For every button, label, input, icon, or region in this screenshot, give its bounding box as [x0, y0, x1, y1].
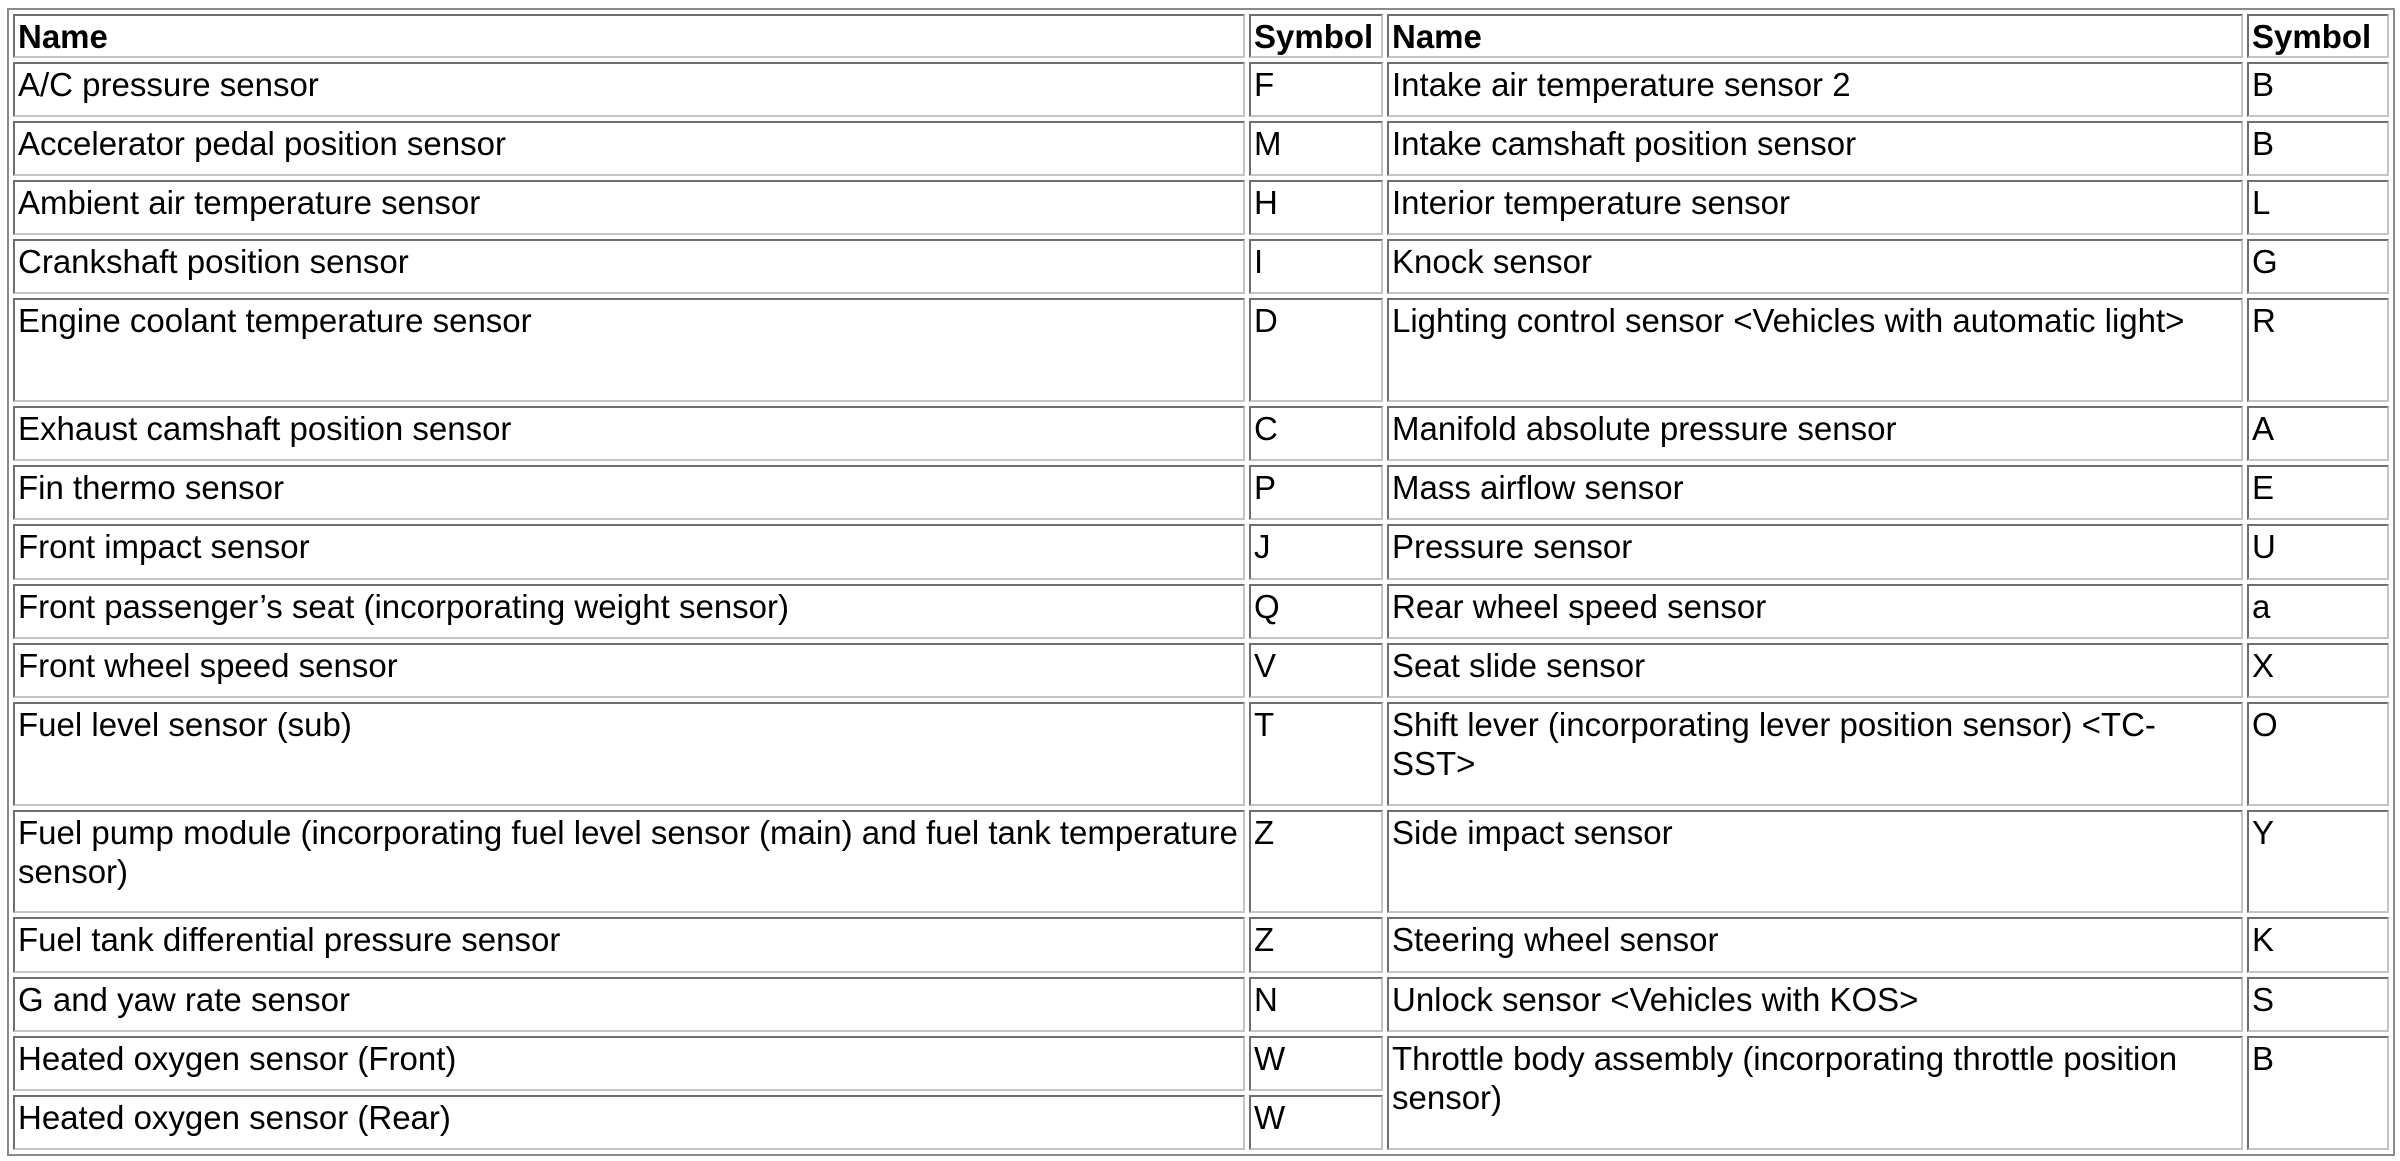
- left-sensor-name: Heated oxygen sensor (Rear): [13, 1095, 1245, 1150]
- left-sensor-name: Exhaust camshaft position sensor: [13, 406, 1245, 461]
- right-sensor-name: Lighting control sensor <Vehicles with automatic light>: [1387, 298, 2243, 402]
- left-sensor-symbol: W: [1249, 1095, 1383, 1150]
- table-row: [13, 121, 2389, 176]
- right-sensor-symbol: B: [2247, 62, 2389, 117]
- header-row: [13, 14, 2389, 58]
- table-row: [13, 406, 2389, 461]
- table-row: [13, 643, 2389, 698]
- left-sensor-symbol: D: [1249, 298, 1383, 402]
- left-sensor-name: G and yaw rate sensor: [13, 977, 1245, 1032]
- header-name-right: Name: [1387, 14, 2243, 58]
- left-sensor-symbol: W: [1249, 1036, 1383, 1091]
- left-sensor-symbol: C: [1249, 406, 1383, 461]
- left-sensor-name: Fuel pump module (incorporating fuel level sensor (main) and fuel tank temperature sensor): [13, 810, 1245, 914]
- left-sensor-symbol: H: [1249, 180, 1383, 235]
- right-sensor-name: Rear wheel speed sensor: [1387, 584, 2243, 639]
- left-sensor-name: Fin thermo sensor: [13, 465, 1245, 520]
- right-sensor-symbol: G: [2247, 239, 2389, 294]
- right-sensor-name: Intake camshaft position sensor: [1387, 121, 2243, 176]
- table-row: [13, 1036, 2389, 1091]
- table-row: [13, 465, 2389, 520]
- table-row: [13, 702, 2389, 806]
- right-sensor-symbol: X: [2247, 643, 2389, 698]
- left-sensor-symbol: I: [1249, 239, 1383, 294]
- table-row: [13, 584, 2389, 639]
- right-sensor-name: Steering wheel sensor: [1387, 917, 2243, 972]
- right-sensor-symbol: L: [2247, 180, 2389, 235]
- right-sensor-name: Intake air temperature sensor 2: [1387, 62, 2243, 117]
- right-sensor-name: Pressure sensor: [1387, 524, 2243, 579]
- left-sensor-name: Front impact sensor: [13, 524, 1245, 579]
- right-sensor-name: Mass airflow sensor: [1387, 465, 2243, 520]
- right-sensor-name: Side impact sensor: [1387, 810, 2243, 914]
- right-sensor-symbol: Y: [2247, 810, 2389, 914]
- left-sensor-name: Accelerator pedal position sensor: [13, 121, 1245, 176]
- right-sensor-symbol: U: [2247, 524, 2389, 579]
- right-sensor-symbol: O: [2247, 702, 2389, 806]
- left-sensor-symbol: Z: [1249, 810, 1383, 914]
- right-sensor-symbol: B: [2247, 1036, 2389, 1150]
- left-sensor-symbol: Z: [1249, 917, 1383, 972]
- left-sensor-name: Fuel tank differential pressure sensor: [13, 917, 1245, 972]
- right-sensor-symbol: B: [2247, 121, 2389, 176]
- left-sensor-name: A/C pressure sensor: [13, 62, 1245, 117]
- right-sensor-name: Manifold absolute pressure sensor: [1387, 406, 2243, 461]
- left-sensor-symbol: Q: [1249, 584, 1383, 639]
- left-sensor-symbol: F: [1249, 62, 1383, 117]
- left-sensor-name: Engine coolant temperature sensor: [13, 298, 1245, 402]
- left-sensor-name: Front wheel speed sensor: [13, 643, 1245, 698]
- right-sensor-symbol: S: [2247, 977, 2389, 1032]
- left-sensor-name: Fuel level sensor (sub): [13, 702, 1245, 806]
- right-sensor-name: Knock sensor: [1387, 239, 2243, 294]
- sensor-symbol-table: [7, 8, 2395, 1156]
- table-row: [13, 524, 2389, 579]
- right-sensor-name: Throttle body assembly (incorporating throttle position sensor): [1387, 1036, 2243, 1150]
- table-row: [13, 917, 2389, 972]
- right-sensor-name: Seat slide sensor: [1387, 643, 2243, 698]
- left-sensor-symbol: M: [1249, 121, 1383, 176]
- right-sensor-symbol: A: [2247, 406, 2389, 461]
- right-sensor-symbol: E: [2247, 465, 2389, 520]
- right-sensor-name: Interior temperature sensor: [1387, 180, 2243, 235]
- table-row: [13, 977, 2389, 1032]
- right-sensor-symbol: K: [2247, 917, 2389, 972]
- right-sensor-name: Shift lever (incorporating lever position sensor) <TC-SST>: [1387, 702, 2243, 806]
- right-sensor-symbol: R: [2247, 298, 2389, 402]
- header-symbol-left: Symbol: [1249, 14, 1383, 58]
- table-row: [13, 62, 2389, 117]
- left-sensor-symbol: J: [1249, 524, 1383, 579]
- left-sensor-symbol: T: [1249, 702, 1383, 806]
- table-row: [13, 180, 2389, 235]
- left-sensor-symbol: V: [1249, 643, 1383, 698]
- left-sensor-name: Crankshaft position sensor: [13, 239, 1245, 294]
- left-sensor-name: Front passenger’s seat (incorporating weight sensor): [13, 584, 1245, 639]
- header-name-left: Name: [13, 14, 1245, 58]
- table-row: [13, 810, 2389, 914]
- left-sensor-symbol: P: [1249, 465, 1383, 520]
- table-row: [13, 298, 2389, 402]
- table-row: [13, 239, 2389, 294]
- right-sensor-symbol: a: [2247, 584, 2389, 639]
- right-sensor-name: Unlock sensor <Vehicles with KOS>: [1387, 977, 2243, 1032]
- left-sensor-symbol: N: [1249, 977, 1383, 1032]
- header-symbol-right: Symbol: [2247, 14, 2389, 58]
- left-sensor-name: Heated oxygen sensor (Front): [13, 1036, 1245, 1091]
- left-sensor-name: Ambient air temperature sensor: [13, 180, 1245, 235]
